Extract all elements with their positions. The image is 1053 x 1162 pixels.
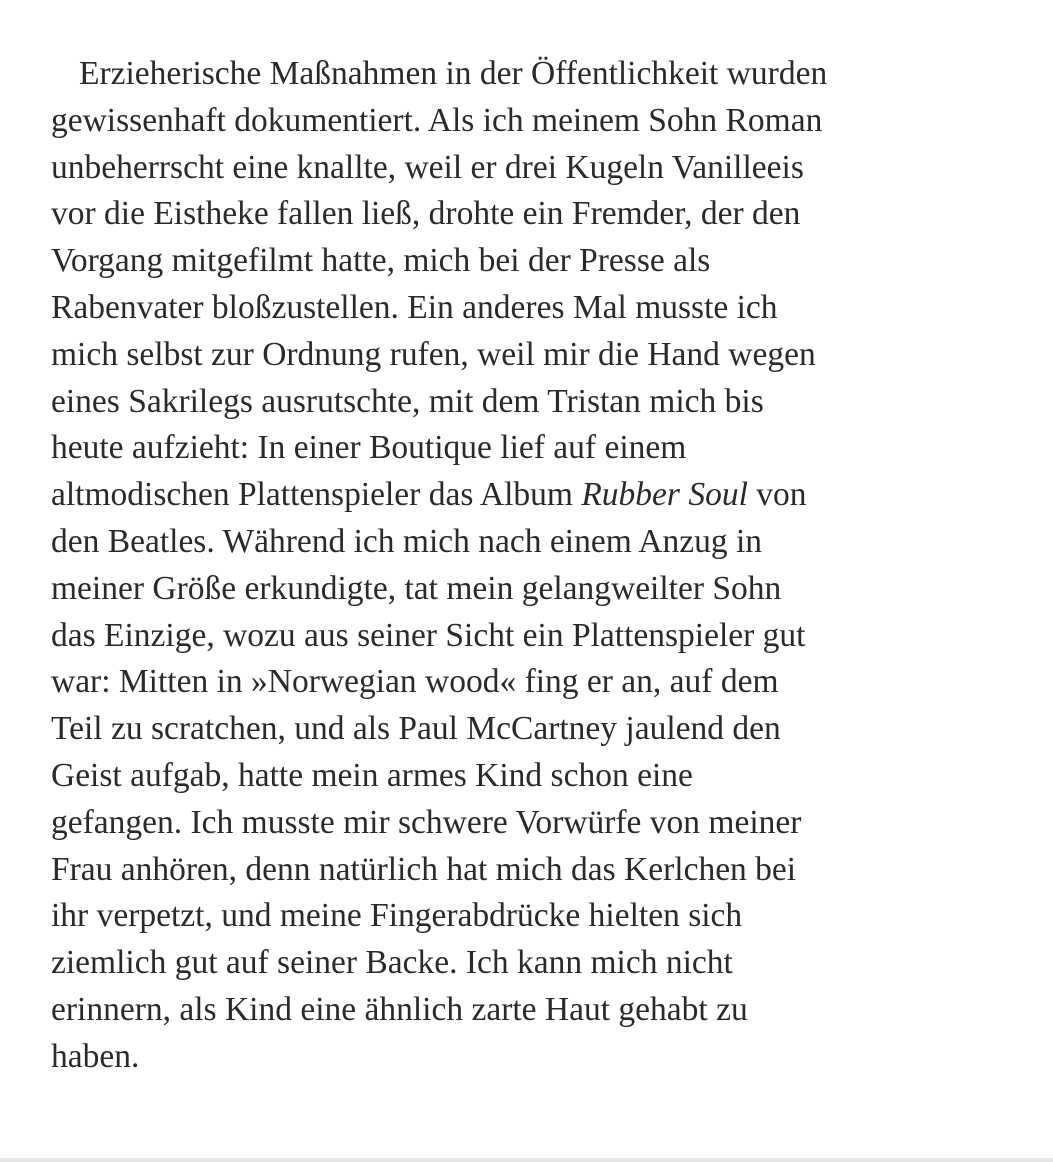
text-line: unbeherrscht eine knallte, weil er drei Kugeln Vanilleeis — [51, 148, 804, 186]
text-line: haben. — [51, 1037, 140, 1075]
text-segment: von — [747, 476, 807, 514]
text-segment: altmodischen Plattenspieler das Album — [51, 476, 582, 514]
text-line: gewissenhaft dokumentiert. Als ich meinem Sohn Roman — [51, 101, 823, 139]
album-title: Rubber Soul — [581, 476, 748, 514]
text-line: gefangen. Ich musste mir schwere Vorwürfe von meiner — [51, 803, 802, 841]
page-bottom-border — [0, 1158, 1053, 1162]
text-line: das Einzige, wozu aus seiner Sicht ein Plattenspieler gut — [51, 616, 806, 654]
text-line: eines Sakrilegs ausrutschte, mit dem Tristan mich bis — [51, 382, 764, 420]
text-line: ziemlich gut auf seiner Backe. Ich kann mich nicht — [51, 944, 733, 982]
text-line: meiner Größe erkundigte, tat mein gelangweilter Sohn — [51, 569, 782, 607]
text-line-with-album-title — [51, 472, 979, 519]
text-line: Rabenvater bloßzustellen. Ein anderes Mal musste ich — [51, 288, 778, 326]
text-line: Geist aufgab, hatte mein armes Kind schon eine — [51, 756, 693, 794]
text-line: erinnern, als Kind eine ähnlich zarte Haut gehabt zu — [51, 990, 748, 1028]
text-line: Erzieherische Maßnahmen in der Öffentlichkeit wurden — [79, 55, 828, 92]
text-line: mich selbst zur Ordnung rufen, weil mir die Hand wegen — [51, 335, 816, 373]
text-line: Vorgang mitgefilmt hatte, mich bei der Presse als — [51, 242, 711, 280]
paragraph — [51, 51, 979, 1081]
text-line: Teil zu scratchen, und als Paul McCartney jaulend den — [51, 710, 781, 748]
text-line: vor die Eistheke fallen ließ, drohte ein Fremder, der den — [51, 195, 801, 233]
text-line: heute aufzieht: In einer Boutique lief auf einem — [51, 429, 687, 467]
text-line: Frau anhören, denn natürlich hat mich das Kerlchen bei — [51, 850, 797, 888]
text-line: ihr verpetzt, und meine Fingerabdrücke hielten sich — [51, 897, 743, 935]
text-line: war: Mitten in »Norwegian wood« fing er an, auf dem — [51, 663, 779, 701]
text-line: den Beatles. Während ich mich nach einem Anzug in — [51, 522, 763, 560]
